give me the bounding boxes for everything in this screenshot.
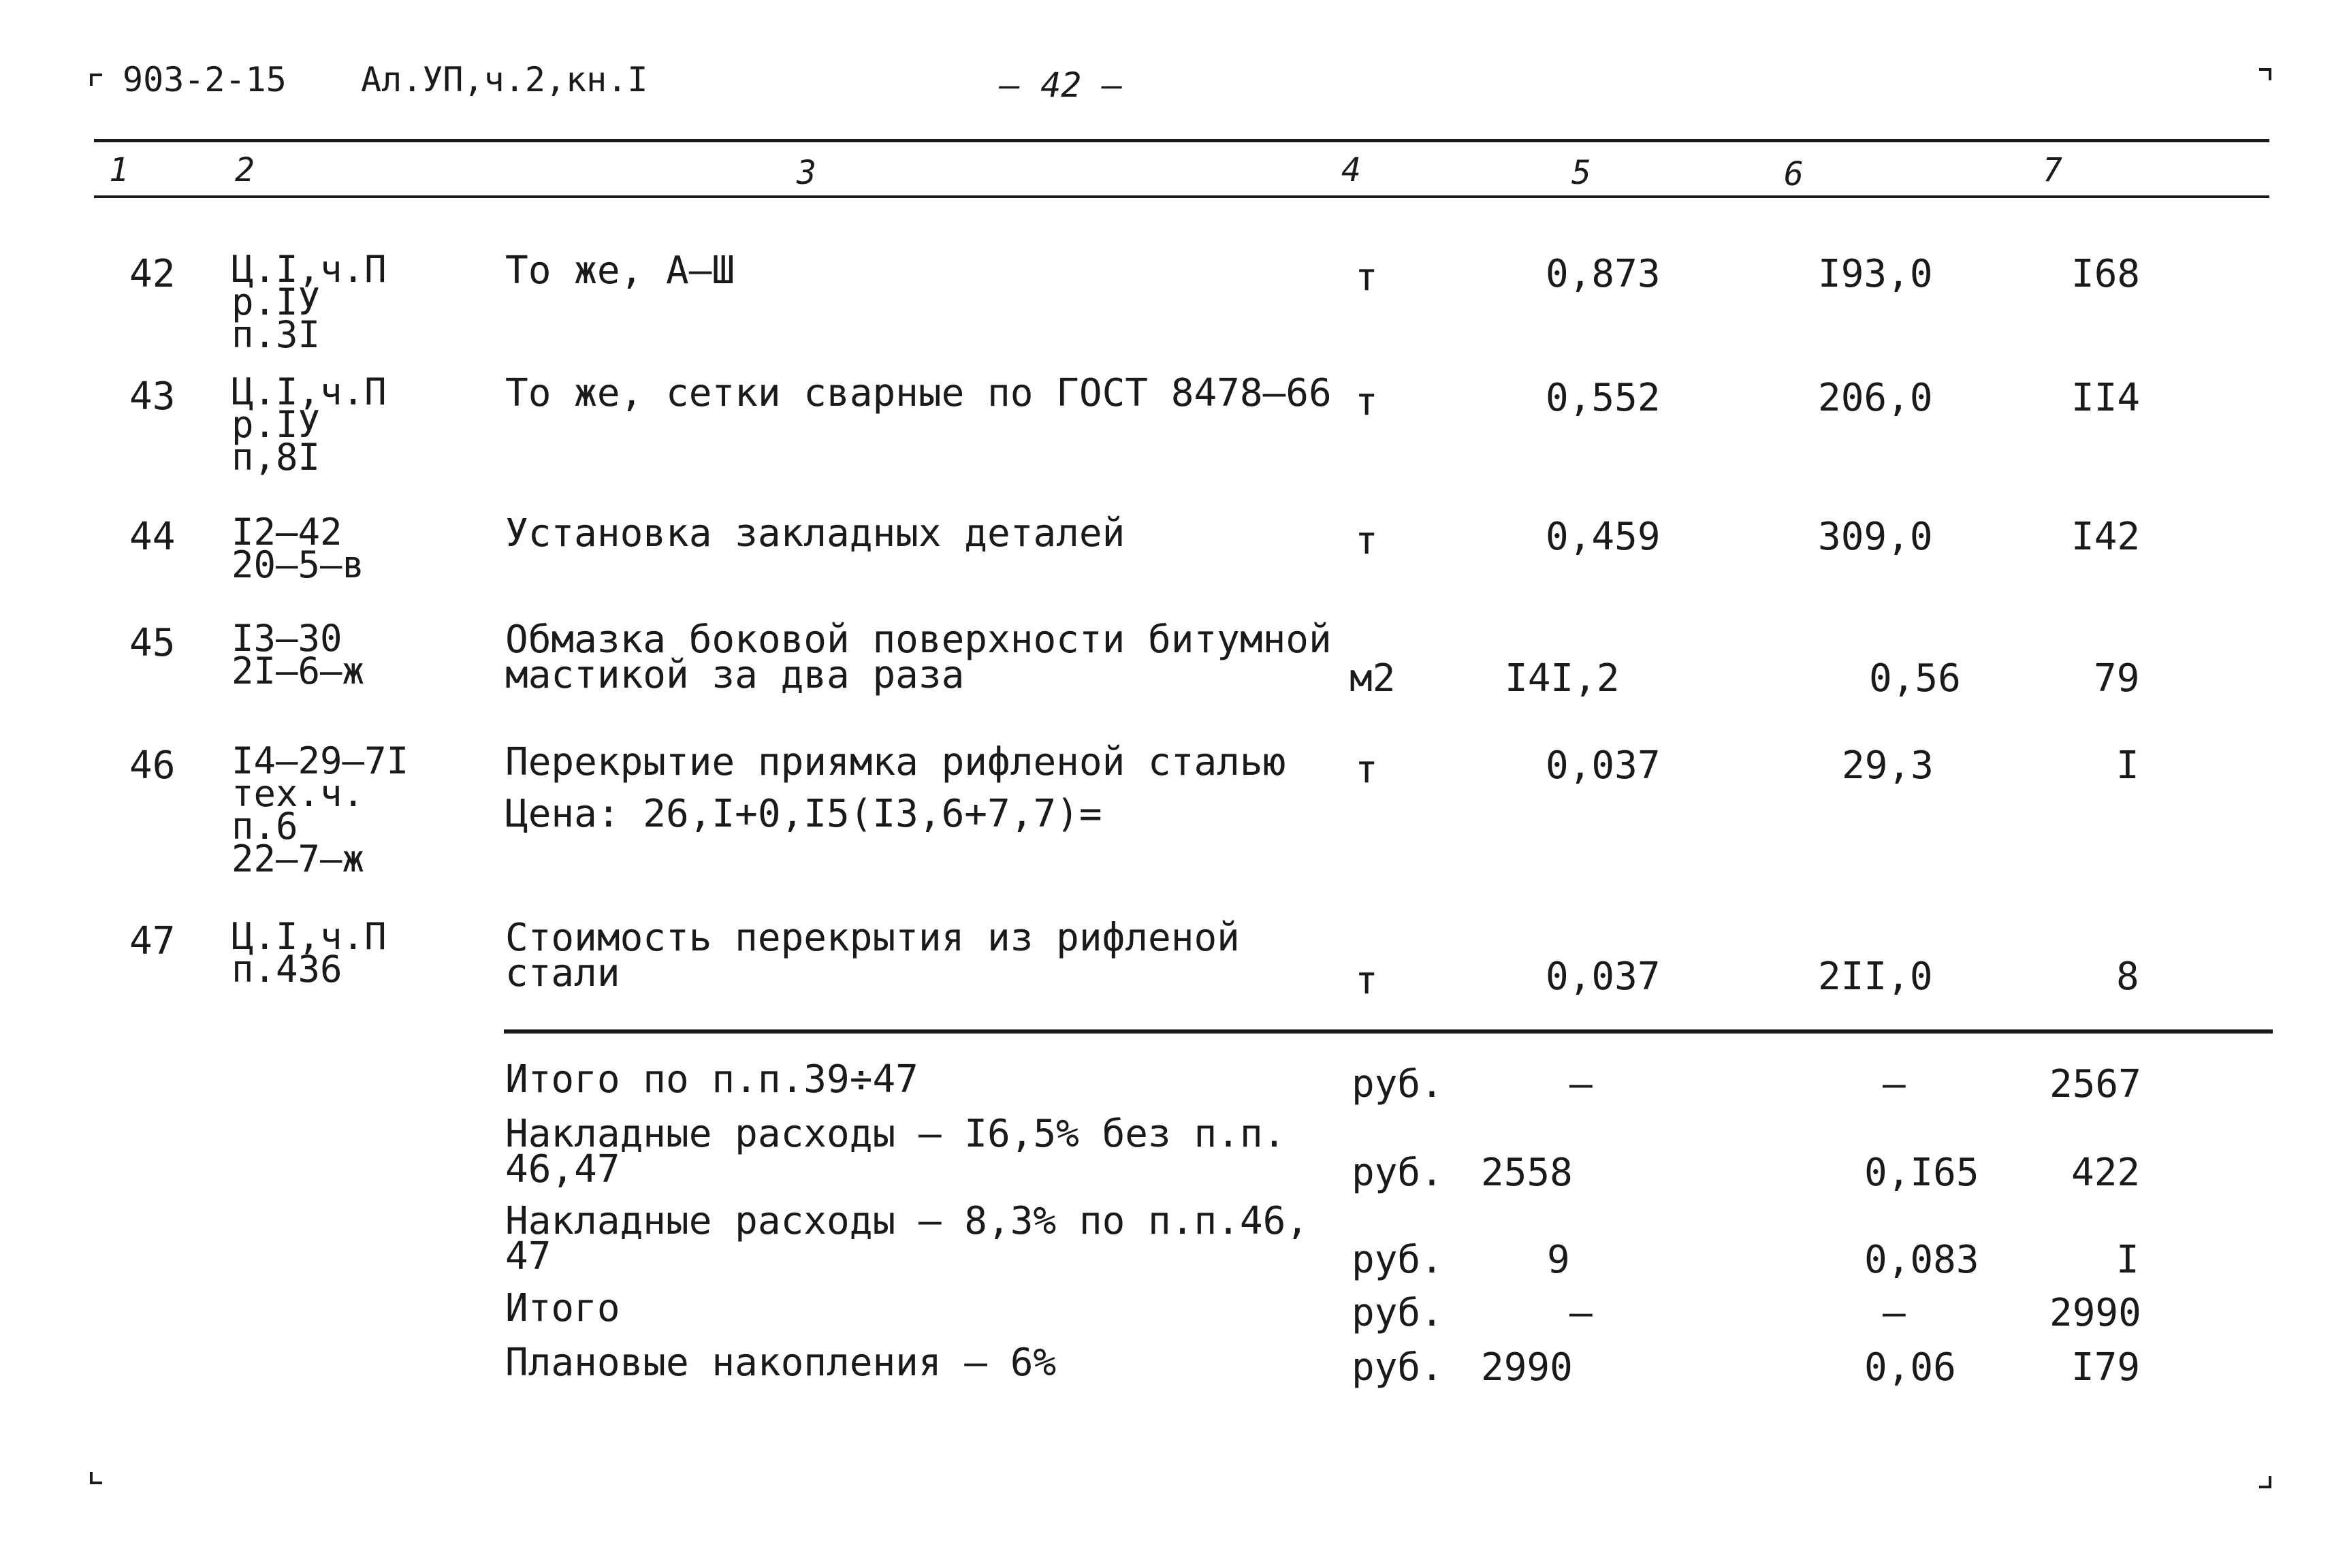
unit-price: 2II,0 — [1818, 955, 1933, 999]
quantity: 0,552 — [1546, 376, 1661, 420]
column-number-6: 6 — [1784, 155, 1804, 193]
work-description: Обмазка боковой поверхности битумной мастикой за два раза — [505, 618, 1332, 697]
norm-reference: I2–42 20–5–в — [231, 511, 365, 586]
summary-rate: – — [1883, 1062, 1906, 1106]
summary-unit: руб. — [1352, 1238, 1443, 1282]
summary-total: I79 — [2071, 1345, 2141, 1390]
unit: т — [1355, 380, 1378, 424]
row-number: 44 — [129, 515, 176, 559]
summary-label: Накладные расходы – I6,5% без п.п. 46,47 — [505, 1112, 1286, 1191]
row-number: 47 — [129, 919, 176, 963]
work-description: То же, А–Ш — [505, 249, 735, 293]
summary-total: I — [2116, 1238, 2139, 1282]
work-description: То же, сетки сварные по ГОСТ 8478–66 — [505, 371, 1332, 415]
album-ref: Ал.УП,ч.2,кн.I — [361, 60, 648, 99]
corner-mark-bottom-left — [90, 1472, 102, 1484]
summary-rate: 0,06 — [1864, 1345, 1956, 1390]
summary-rate: 0,I65 — [1864, 1151, 1979, 1195]
column-number-7: 7 — [2043, 151, 2062, 189]
summary-label: Плановые накопления – 6% — [505, 1341, 1057, 1385]
column-number-5: 5 — [1571, 154, 1591, 192]
summary-rate: – — [1883, 1291, 1906, 1335]
quantity: 0,037 — [1546, 743, 1661, 788]
column-number-1: 1 — [109, 151, 129, 189]
quantity: 0,037 — [1546, 955, 1661, 999]
row-total: I42 — [2071, 515, 2141, 559]
summary-base: 2990 — [1481, 1345, 1573, 1390]
unit-price: 29,3 — [1842, 743, 1934, 788]
summary-unit: руб. — [1352, 1345, 1443, 1390]
summary-total: 2990 — [2049, 1291, 2141, 1335]
quantity: 0,873 — [1546, 252, 1661, 296]
row-number: 45 — [129, 621, 176, 665]
norm-reference: I3–30 2I–6–ж — [231, 617, 365, 692]
summary-base: 2558 — [1481, 1151, 1573, 1195]
row-total: I68 — [2071, 252, 2141, 296]
work-description: Установка закладных деталей — [505, 511, 1125, 556]
column-number-2: 2 — [235, 151, 255, 189]
summary-base: – — [1569, 1062, 1593, 1106]
unit: т — [1355, 519, 1378, 563]
row-number: 42 — [129, 252, 176, 296]
corner-mark-bottom-right — [2259, 1476, 2271, 1488]
corner-mark-top-right — [2259, 68, 2271, 80]
doc-code: 903-2-15 — [123, 60, 287, 99]
column-number-3: 3 — [797, 154, 816, 192]
summary-rule — [504, 1029, 2273, 1034]
norm-reference: Ц.I,ч.П р.IУ п.3I — [231, 248, 387, 356]
summary-label: Итого по п.п.39÷47 — [505, 1057, 919, 1102]
summary-base: – — [1569, 1291, 1593, 1335]
norm-reference: Ц.I,ч.П п.436 — [231, 915, 387, 991]
header-bottom-rule — [94, 195, 2269, 198]
summary-label: Итого — [505, 1286, 620, 1330]
column-number-4: 4 — [1341, 151, 1361, 189]
summary-rate: 0,083 — [1864, 1238, 1979, 1282]
norm-reference: Ц.I,ч.П р.IУ п,8I — [231, 370, 387, 479]
work-description: Стоимость перекрытия из рифленой стали — [505, 916, 1240, 995]
unit: т — [1355, 748, 1378, 792]
page-number: – 42 – — [1000, 65, 1123, 105]
summary-total: 422 — [2071, 1151, 2141, 1195]
unit-price: I93,0 — [1818, 252, 1933, 296]
header-top-rule — [94, 139, 2269, 142]
row-number: 46 — [129, 743, 176, 788]
row-number: 43 — [129, 374, 176, 419]
summary-label: Накладные расходы – 8,3% по п.п.46, 47 — [505, 1199, 1309, 1279]
norm-reference: I4–29–7I тех.ч. п.6 22–7–ж — [231, 739, 409, 880]
summary-unit: руб. — [1352, 1151, 1443, 1195]
unit: т — [1355, 959, 1378, 1003]
row-total: 8 — [2116, 955, 2139, 999]
unit-price: 309,0 — [1818, 515, 1933, 559]
summary-total: 2567 — [2049, 1062, 2141, 1106]
unit-price: 206,0 — [1818, 376, 1933, 420]
row-total: II4 — [2071, 376, 2141, 420]
quantity: 0,459 — [1546, 515, 1661, 559]
unit: м2 — [1349, 656, 1396, 701]
summary-unit: руб. — [1352, 1291, 1443, 1335]
summary-base: 9 — [1547, 1238, 1570, 1282]
quantity: I4I,2 — [1505, 656, 1620, 701]
summary-unit: руб. — [1352, 1062, 1443, 1106]
work-description: Перекрытие приямка рифленой сталью Цена: 26,I+0,I5(I3,6+7,7)= — [505, 740, 1286, 836]
unit: т — [1355, 255, 1378, 300]
row-total: I — [2116, 743, 2139, 788]
unit-price: 0,56 — [1869, 656, 1961, 701]
corner-mark-top-left — [90, 74, 102, 86]
row-total: 79 — [2094, 656, 2140, 701]
